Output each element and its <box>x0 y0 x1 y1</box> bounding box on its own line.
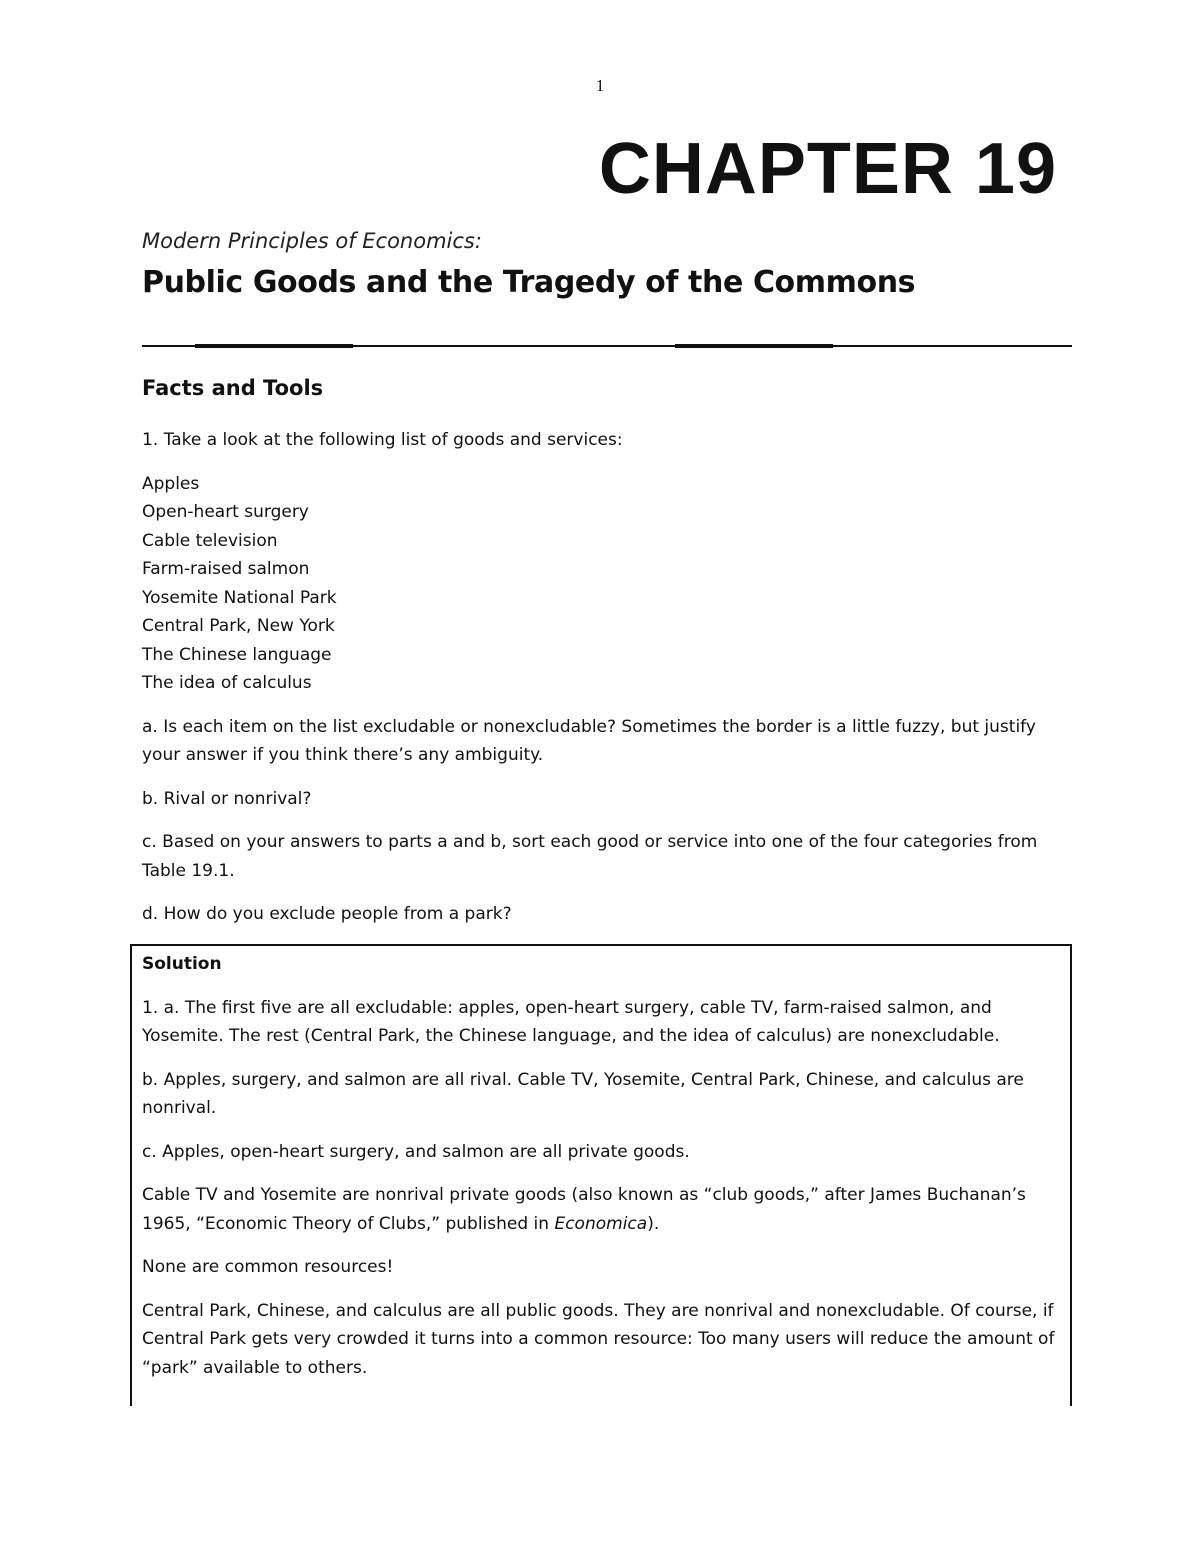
solution-public-goods: Central Park, Chinese, and calculus are all public goods. They are nonrival and nonexcludable. Of course, if Central Park gets very crowded it turns into a common resource: Too many users will reduce the amount of “park” available to others. <box>142 1300 1055 1378</box>
book-subtitle: Modern Principles of Economics: <box>142 229 482 253</box>
list-item: The Chinese language <box>142 644 332 665</box>
section-heading: Facts and Tools <box>142 376 324 400</box>
solution-box <box>130 944 1072 1406</box>
journal-name: Economica <box>554 1213 648 1234</box>
list-item: Farm-raised salmon <box>142 559 310 579</box>
question-intro: 1. Take a look at the following list of goods and services: <box>142 430 623 450</box>
solution-content <box>142 950 1057 1397</box>
divider-accent-right <box>675 344 833 348</box>
list-item: Open-heart surgery <box>142 502 309 522</box>
club-goods-text: Cable TV and Yosemite are nonrival private goods (also known as “club goods,” after James Buchanan’s 1965, “Economic Theory of Clubs,” published in <box>142 1185 1026 1234</box>
solution-common-resources: None are common resources! <box>142 1257 394 1277</box>
divider-accent-left <box>195 344 353 348</box>
solution-part-a: 1. a. The first five are all excludable: apples, open-heart surgery, cable TV, farm-raised salmon, and Yosemite. The rest (Central Park, the Chinese language, and the idea of calculus) are nonexcludable. <box>142 997 1000 1046</box>
list-item: The idea of calculus <box>142 673 312 693</box>
question-part-a: a. Is each item on the list excludable or nonexcludable? Sometimes the border is a little fuzzy, but justify your answer if you think there’s any ambiguity. <box>142 716 1036 765</box>
club-goods-end: ). <box>647 1213 660 1234</box>
chapter-title: Public Goods and the Tragedy of the Commons <box>142 265 916 300</box>
list-item: Central Park, New York <box>142 616 335 636</box>
page-number: 1 <box>595 76 605 95</box>
solution-club-goods <box>142 1181 1057 1238</box>
solution-part-b: b. Apples, surgery, and salmon are all rival. Cable TV, Yosemite, Central Park, Chinese, and calculus are nonrival. <box>142 1069 1024 1118</box>
question-content <box>142 426 1072 944</box>
question-part-d: d. How do you exclude people from a park? <box>142 904 512 924</box>
question-part-c: c. Based on your answers to parts a and b, sort each good or service into one of the four categories from Table 19.1. <box>142 832 1038 881</box>
solution-heading: Solution <box>142 954 222 974</box>
list-item: Yosemite National Park <box>142 587 337 608</box>
question-part-b: b. Rival or nonrival? <box>142 788 312 809</box>
goods-list <box>142 470 1072 698</box>
solution-part-c: c. Apples, open-heart surgery, and salmon are all private goods. <box>142 1141 690 1162</box>
chapter-heading: CHAPTER 19 <box>598 129 1057 209</box>
list-item: Cable television <box>142 530 278 551</box>
list-item: Apples <box>142 473 200 494</box>
